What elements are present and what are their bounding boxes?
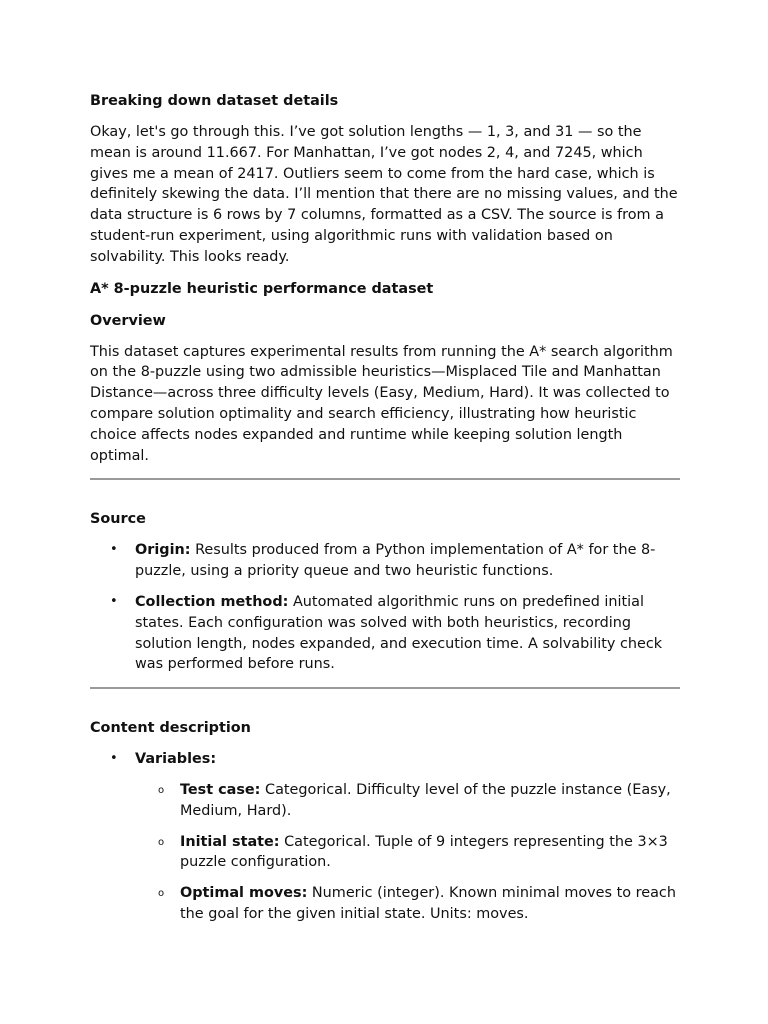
divider <box>90 478 680 480</box>
divider <box>90 687 680 689</box>
section-heading-content-description: Content description <box>90 720 251 737</box>
variables-list <box>135 780 680 925</box>
content-list <box>90 749 680 925</box>
list-item-text: Numeric (integer). Known minimal moves to reach the goal for the given initial state. Units: moves. <box>180 885 676 922</box>
list-item-text: Categorical. Tuple of 9 integers representing the 3×3 puzzle configuration. <box>180 833 668 871</box>
list-item-label: Variables: <box>135 751 217 768</box>
paragraph-breaking-down: Okay, let's go through this. I’ve got solution lengths — 1, 3, and 31 — so the mean is around 11.667. For Manhattan, I’ve got nodes 2, 4, and 7245, which gives me a mean of 2417. Outliers seem to come from the hard case, which is definitely skewing the data. I’ll mention that there are no missing values, and the data structure is 6 rows by 7 columns, formatted as a CSV. The source is from a student-run experiment, using algorithmic runs with validation based on solvability. This looks ready. <box>90 124 678 265</box>
list-item-label: Optimal moves: <box>180 885 308 902</box>
list-item-text: Automated algorithmic runs on predefined initial states. Each configuration was solved with both heuristics, recording solution length, nodes expanded, and execution time. A solvability check was performed before runs. <box>135 593 663 673</box>
list-item-origin <box>90 540 680 582</box>
list-item-text: Results produced from a Python implementation of A* for the 8-puzzle, using a priority queue and two heuristic functions. <box>135 542 656 580</box>
section-heading-source: Source <box>90 511 146 528</box>
list-item-variables <box>90 749 680 925</box>
paragraph-overview: This dataset captures experimental results from running the A* search algorithm on the 8-puzzle using two admissible heuristics—Misplaced Tile and Manhattan Distance—across three difficulty levels (Easy, Medium, Hard). It was collected to compare solution optimality and search efficiency, illustrating how heuristic choice affects nodes expanded and runtime while keeping solution length optimal. <box>90 343 673 464</box>
document-title: A* 8-puzzle heuristic performance dataset <box>90 280 434 297</box>
document-body <box>90 90 680 935</box>
list-item-label: Collection method: <box>135 593 289 610</box>
section-heading-overview: Overview <box>90 312 166 329</box>
list-item-initial-state <box>135 832 680 874</box>
list-item-label: Origin: <box>135 542 191 559</box>
source-list <box>90 540 680 675</box>
list-item-label: Initial state: <box>180 833 280 850</box>
list-item-collection-method <box>90 592 680 675</box>
list-item-optimal-moves <box>135 883 680 925</box>
list-item-test-case <box>135 780 680 822</box>
list-item-text: Categorical. Difficulty level of the puzzle instance (Easy, Medium, Hard). <box>180 781 671 819</box>
list-item-label: Test case: <box>180 781 261 798</box>
section-heading-breaking-down: Breaking down dataset details <box>90 93 339 109</box>
